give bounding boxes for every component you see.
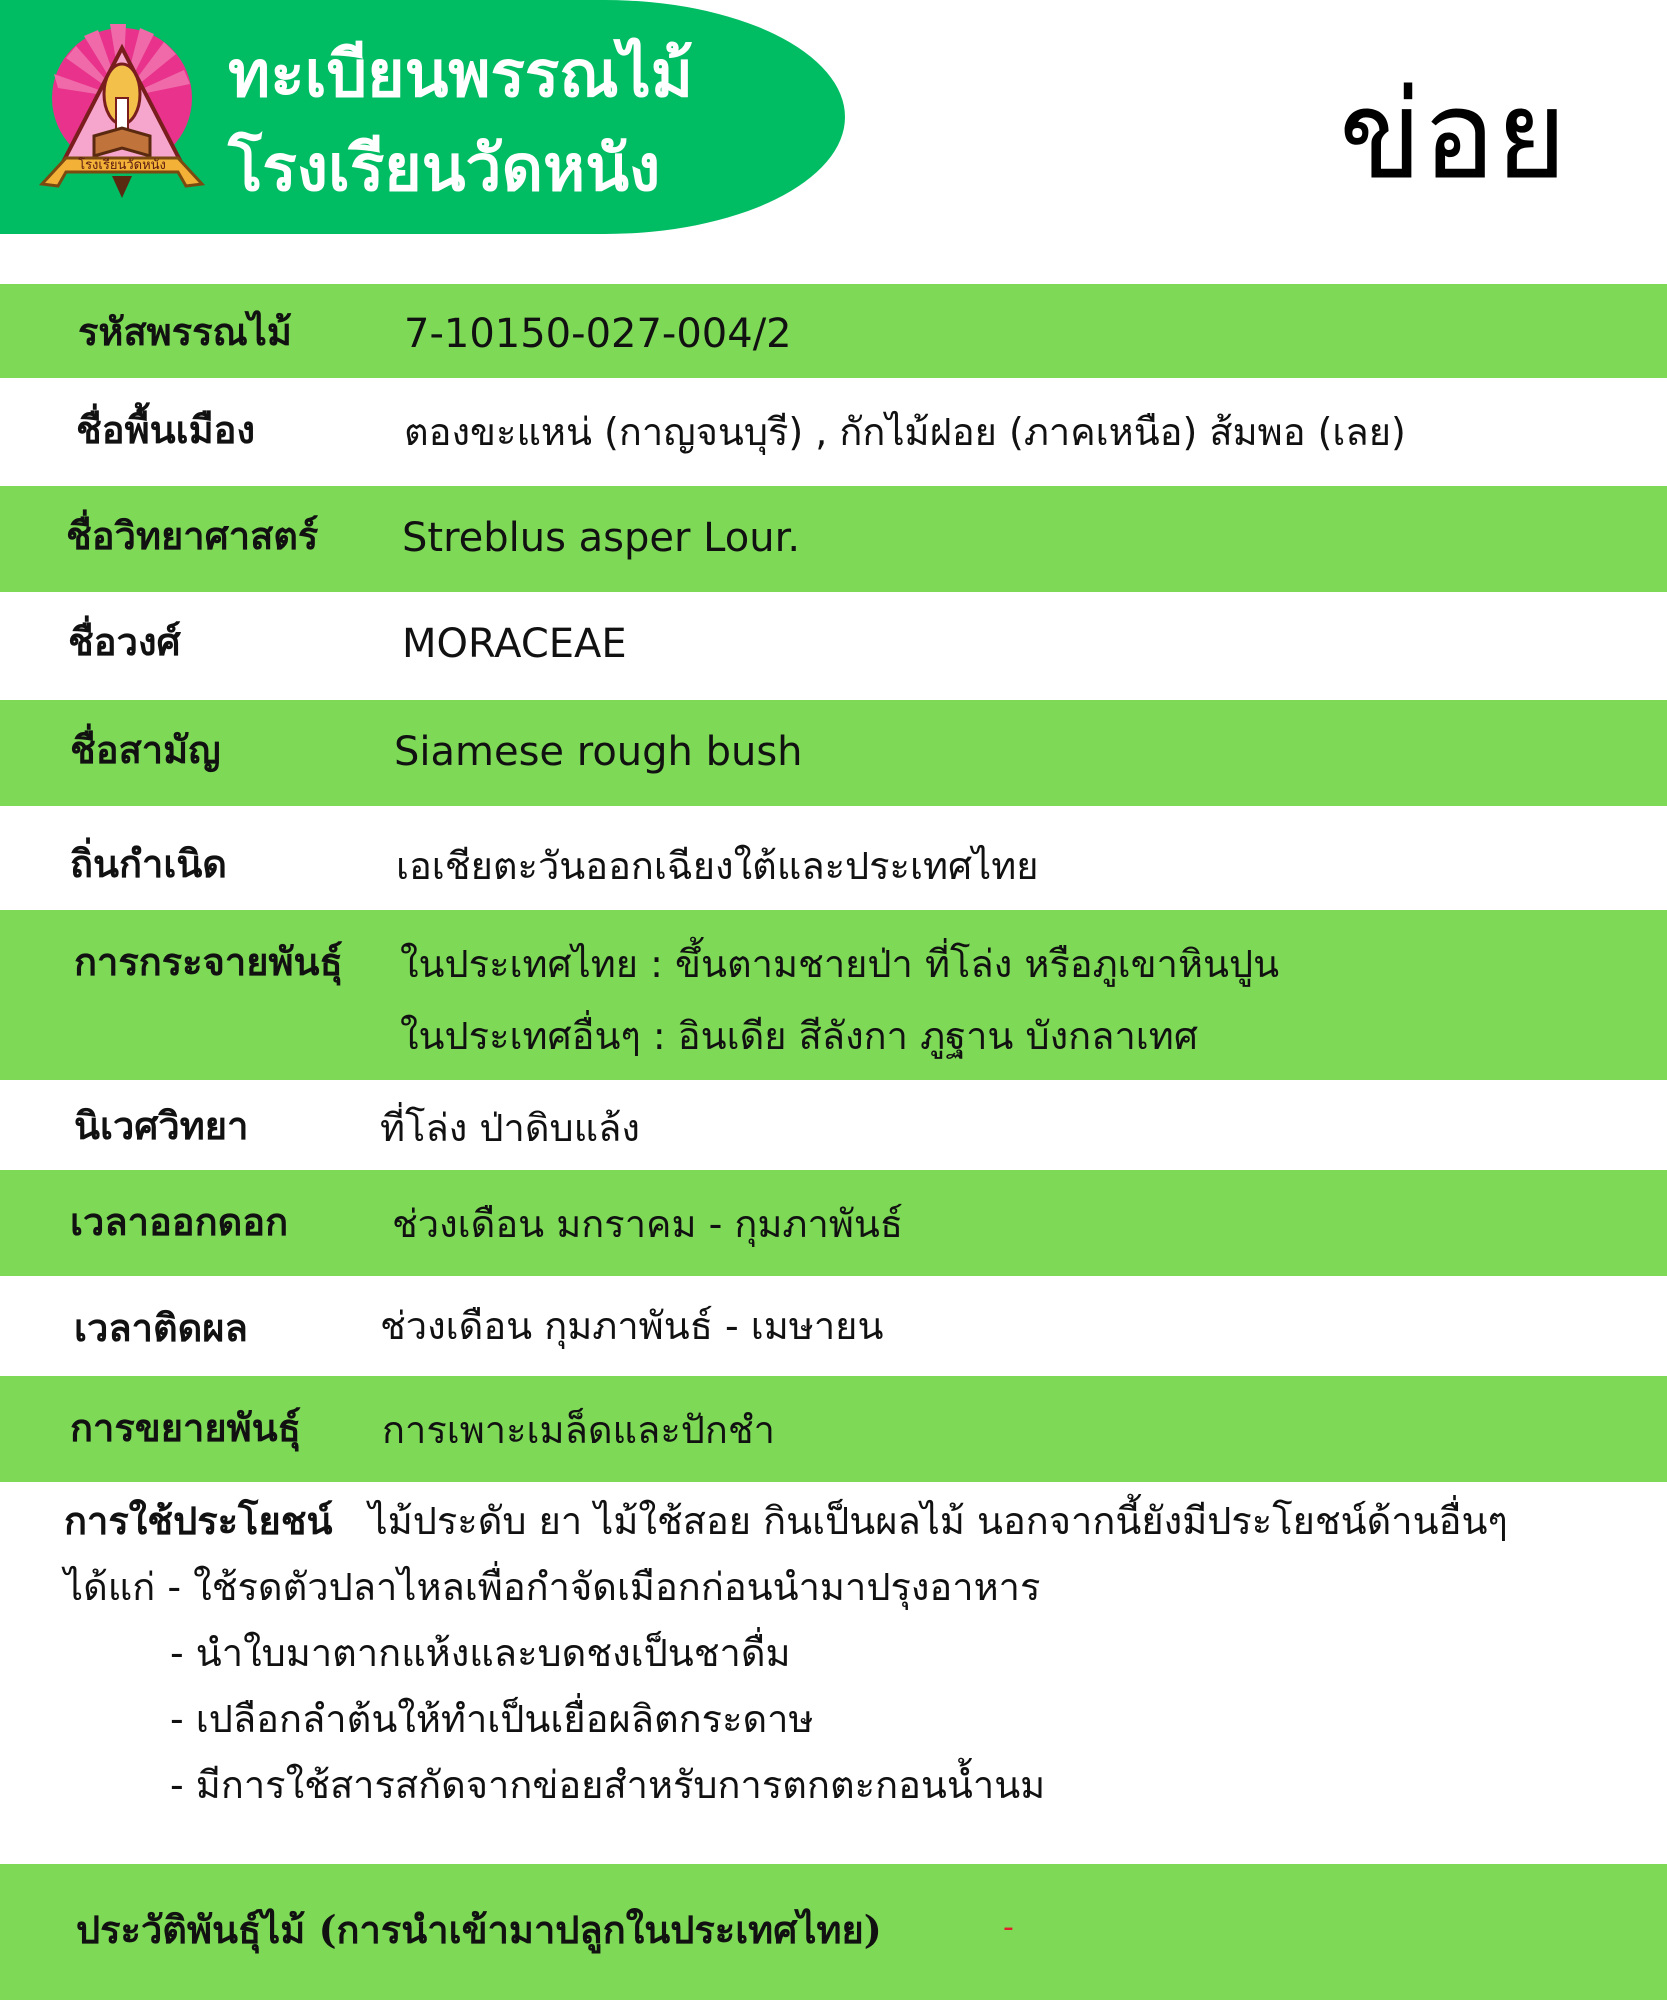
row-local-name [0, 378, 1667, 486]
plant-code-value: 7-10150-027-004/2 [404, 311, 792, 357]
plant-name-heading: ข่อย [1338, 64, 1567, 206]
logo-ribbon-text: โรงเรียนวัดหนัง [78, 158, 166, 173]
row-propagation [0, 1376, 1667, 1482]
common-name-value: Siamese rough bush [394, 729, 803, 775]
row-flowering-time [0, 1170, 1667, 1276]
row-history [0, 1864, 1667, 2000]
history-label: ประวัติพันธุ์ไม้ (การนำเข้ามาปลูกในประเทศไทย) [76, 1907, 882, 1952]
origin-label: ถิ่นกำเนิด [70, 841, 227, 886]
logo-bottom-ornament [112, 176, 132, 198]
origin-value: เอเชียตะวันออกเฉียงใต้และประเทศไทย [396, 844, 1039, 888]
distribution-value-other: ในประเทศอื่นๆ : อินเดีย สีลังกา ภูฐาน บังกลาเทศ [400, 1014, 1198, 1058]
school-title [228, 28, 693, 216]
usage-line-5: - มีการใช้สารสกัดจากข่อยสำหรับการตกตะกอนน้ำนม [170, 1763, 1046, 1807]
plant-code-label: รหัสพรรณไม้ [78, 309, 292, 354]
history-value: - [1003, 1910, 1014, 1945]
row-common-name [0, 700, 1667, 806]
row-family [0, 592, 1667, 700]
row-ecology [0, 1080, 1667, 1170]
usage-section [64, 1488, 1624, 1818]
distribution-value-thailand: ในประเทศไทย : ขึ้นตามชายป่า ที่โล่ง หรือภูเขาหินปูน [400, 942, 1280, 986]
common-name-label: ชื่อสามัญ [70, 727, 221, 772]
propagation-value: การเพาะเมล็ดและปักชำ [382, 1408, 775, 1452]
usage-line-3: - นำใบมาตากแห้งและบดชงเป็นชาดื่ม [170, 1631, 791, 1675]
scientific-name-value: Streblus asper Lour. [402, 515, 801, 561]
row-plant-code [0, 284, 1667, 378]
usage-line-4: - เปลือกลำต้นให้ทำเป็นเยื่อผลิตกระดาษ [170, 1697, 814, 1741]
school-title-line2: โรงเรียนวัดหนัง [228, 132, 661, 206]
fruiting-time-value: ช่วงเดือน กุมภาพันธ์ - เมษายน [380, 1304, 884, 1348]
local-name-label: ชื่อพื้นเมือง [76, 407, 256, 452]
row-scientific-name [0, 486, 1667, 592]
propagation-label: การขยายพันธุ์ [70, 1405, 301, 1450]
usage-label: การใช้ประโยชน์ [64, 1498, 333, 1543]
row-origin [0, 806, 1667, 910]
fruiting-time-label: เวลาติดผล [74, 1305, 248, 1350]
distribution-label: การกระจายพันธุ์ [74, 939, 343, 984]
usage-text-1: ไม้ประดับ ยา ไม้ใช้สอย กินเป็นผลไม้ นอกจากนี้ยังมีประโยชน์ด้านอื่นๆ [368, 1499, 1508, 1543]
family-label: ชื่อวงศ์ [68, 619, 181, 664]
ecology-value: ที่โล่ง ป่าดิบแล้ง [380, 1106, 640, 1150]
ecology-label: นิเวศวิทยา [74, 1103, 249, 1148]
local-name-value: ตองขะแหน่ (กาญจนบุรี) , กักไม้ฝอย (ภาคเหนือ) ส้มพอ (เลย) [404, 410, 1406, 454]
flowering-time-value: ช่วงเดือน มกราคม - กุมภาพันธ์ [392, 1202, 904, 1246]
usage-line-1 [64, 1488, 1624, 1554]
flowering-time-label: เวลาออกดอก [70, 1199, 289, 1244]
school-logo [36, 18, 208, 208]
row-distribution [0, 910, 1667, 1080]
row-fruiting-time [0, 1276, 1667, 1376]
school-title-line1: ทะเบียนพรรณไม้ [228, 38, 693, 112]
scientific-name-label: ชื่อวิทยาศาสตร์ [66, 513, 319, 558]
usage-line-2: ได้แก่ - ใช้รดตัวปลาไหลเพื่อกำจัดเมือกก่อนนำมาปรุงอาหาร [64, 1565, 1041, 1609]
family-value: MORACEAE [402, 621, 627, 667]
